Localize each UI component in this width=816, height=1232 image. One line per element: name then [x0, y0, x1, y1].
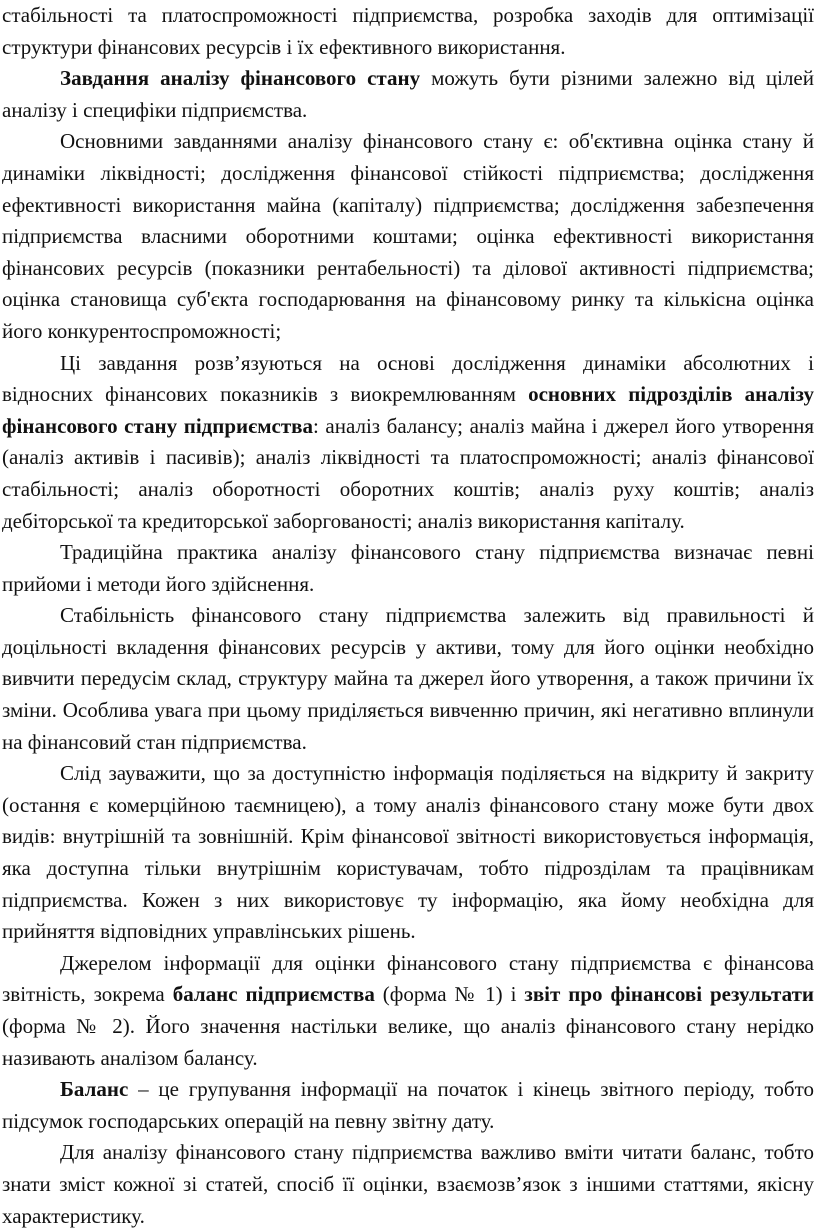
paragraph-stability	[2, 600, 814, 758]
paragraph-information-source	[2, 948, 814, 1074]
paragraph-analysis-tasks	[2, 63, 814, 126]
bold-term: Баланс	[60, 1077, 129, 1102]
text-run: Ці завдання розв’язуються на основі дослідження динаміки абсолютних і відносних фінансових показників з виокремлюванням	[2, 350, 814, 407]
text-run: Слід зауважити, що за доступністю інформація поділяється на відкриту й закриту (остання є комерційною таємницею), а тому аналіз фінансового стану може бути двох видів: внутрішній та зовнішній. Крім фінансової звітності використовується інформація, яка доступна тільки внутрішнім користувачам, тобто підрозділам та працівникам підприємства. Кожен з них використовує ту інформацію, яка йому необхідна для прийняття відповідних управлінських рішень.	[2, 761, 814, 944]
text-run: : аналіз балансу; аналіз майна і джерел його утворення (аналіз активів і пасивів); аналіз ліквідності та платоспроможності; аналіз фінансової стабільності; аналіз оборотності оборотних коштів; аналіз руху коштів; аналіз дебіторської та кредиторської заборгованості; аналіз використання капіталу.	[2, 413, 814, 533]
text-run: (форма № 2). Його значення настільки велике, що аналіз фінансового стану нерідко називають аналізом балансу.	[2, 1014, 814, 1070]
paragraph-main-tasks	[2, 126, 814, 347]
text-run: (форма № 1) і	[374, 982, 525, 1007]
paragraph-traditional-practice	[2, 537, 814, 600]
paragraph-continuation	[2, 0, 814, 63]
text-run: – це групування інформації на початок і кінець звітного періоду, тобто підсумок господарських операцій на певну звітну дату.	[2, 1077, 814, 1133]
text-run: Традиційна практика аналізу фінансового стану підприємства визначає певні прийоми і методи його здійснення.	[2, 540, 814, 596]
text-run: можуть бути різними залежно від цілей аналізу і специфіки підприємства.	[2, 66, 814, 122]
paragraph-balance-definition	[2, 1074, 814, 1137]
text-run: Основними завданнями аналізу фінансового стану є: об'єктивна оцінка стану й динаміки ліквідності; дослідження фінансової стійкості підприємства; дослідження ефективності використання майна (капіталу) підприємства; дослідження забезпечення підприємства власними оборотними коштами; оцінка ефективності використання фінансових ресурсів (показники рентабельності) та ділової активності підприємства; оцінка становища суб'єкта господарювання на фінансовому ринку та кількісна оцінка його конкурентоспроможності;	[2, 129, 814, 343]
text-run: Джерелом інформації для оцінки фінансового стану підприємства є фінансова звітність, зокрема	[2, 950, 814, 1007]
paragraph-subdivisions	[2, 348, 814, 538]
text-run: Стабільність фінансового стану підприємства залежить від правильності й доцільності вкладення фінансових ресурсів у активи, тому для його оцінки необхідно вивчити передусім склад, структуру майна та джерел його утворення, а також причини їх зміни. Особлива увага при цьому приділяється вивченню причин, які негативно вплинули на фінансовий стан підприємства.	[2, 603, 814, 754]
bold-term: звіт про фінансові результати	[524, 982, 814, 1007]
bold-term: Завдання аналізу фінансового стану	[60, 66, 421, 91]
text-run: Для аналізу фінансового стану підприємства важливо вміти читати баланс, тобто знати зміст кожної зі статей, спосіб її оцінки, взаємозв’язок з іншими статтями, якісну характеристику.	[2, 1140, 814, 1228]
bold-term: основних підрозділів аналізу фінансового стану підприємства	[2, 382, 814, 438]
paragraph-information-access	[2, 758, 814, 948]
bold-term: баланс підприємства	[172, 982, 375, 1007]
paragraph-reading-balance	[2, 1137, 814, 1232]
text-run: стабільності та платоспроможності підприємства, розробка заходів для оптимізації структури фінансових ресурсів і їх ефективного використання.	[2, 3, 814, 59]
